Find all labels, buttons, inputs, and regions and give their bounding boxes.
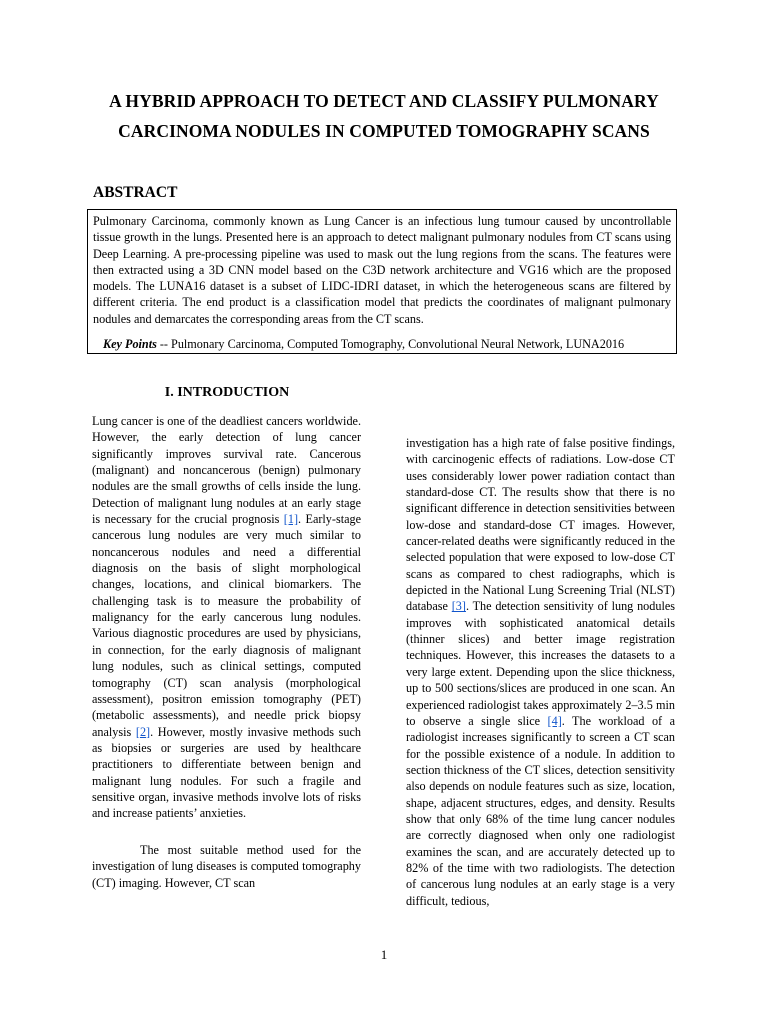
citation-link-4[interactable]: [4] (547, 713, 562, 728)
intro-paragraph-1 (92, 413, 361, 822)
key-points (93, 336, 671, 352)
abstract-text: Pulmonary Carcinoma, commonly known as Lung Cancer is an infectious lung tumour caused by uncontrollable tissue growth in the lungs. Presented here is an approach to detect malignant pulmonary nodules from CT scans using Deep Learning. A pre-processing pipeline was used to mask out the lung regions from the scans. The features were then extracted using a 3D CNN model based on the C3D network architecture and VG16 which are the proposed models. The LUNA16 dataset is a subset of LIDC-IDRI dataset, in which the heterogeneous scans are filtered by different criteria. The end product is a classification model that predicts the coordinates of malignant pulmonary nodules and demarcates the corresponding areas from the CT scans. (93, 214, 671, 326)
citation-link-2[interactable]: [2] (135, 724, 151, 739)
paper-title (60, 86, 708, 146)
key-points-text: -- Pulmonary Carcinoma, Computed Tomography, Convolutional Neural Network, LUNA2016 (156, 337, 625, 352)
intro-paragraph-2: The most suitable method used for the investigation of lung diseases is computed tomography (CT) imaging. However, CT scan (92, 843, 361, 890)
abstract-box (87, 209, 677, 354)
intro-right-text-c: . The workload of a radiologist increases significantly to screen a CT scan for the possible existence of a nodule. In addition to section thickness of the CT slices, detection sensitivity also depends on nodule features such as size, location, shape, adjacent structures, edges, and density. Results show that only 68% of the time lung cancer nodules are correctly diagnosed when only one radiologist examines the scan, and are accurately detected up to 82% of the time with two radiologists. The detection of cancerous lung nodules at an early stage is a very difficult, tedious, (406, 713, 675, 908)
key-points-label: Key Points (103, 337, 157, 352)
intro-p1-text-a: Lung cancer is one of the deadliest cancers worldwide. However, the early detection of lung cancer significantly improves survival rate. Cancerous (malignant) and noncancerous (benign) pulmonary nodules are the small growths of cells inside the lung. Detection of malignant lung nodules at an early stage is necessary for the crucial prognosis (92, 414, 361, 527)
introduction-heading: I. INTRODUCTION (164, 385, 290, 400)
intro-right-column (406, 435, 675, 909)
intro-p1-text-b: . Early-stage cancerous lung nodules are very much similar to noncancerous nodules and need a differential diagnosis on the basis of slight morphological changes, locations, and clinical biomarkers. The challenging task is to measure the probability of malignancy for the early cancerous lung nodules. Various diagnostic procedures are used by physicians, in connection, for the early diagnosis of malignant lung nodules, such as clinical settings, computed tomography (CT) scan analysis (morphological assessment), positron emission tomography (PET) (metabolic assessments), and needle prick biopsy analysis (92, 512, 361, 739)
abstract-heading: ABSTRACT (93, 184, 178, 201)
title-line-2: CARCINOMA NODULES IN COMPUTED TOMOGRAPHY SCANS (118, 121, 650, 141)
title-line-1: A HYBRID APPROACH TO DETECT AND CLASSIFY PULMONARY (109, 91, 659, 111)
intro-right-text-a: investigation has a high rate of false positive findings, with carcinogenic effects of radiations. Low-dose CT uses considerably lower power radiation contact than standard-dose CT. The results show that there is no significant difference in detection sensitivities between low-dose and standard-dose CT images. However, cancer-related deaths were significantly reduced in the selected population that were exposed to low-dose CT scans as compared to chest radiographs, which is depicted in the National Lung Screening Trial (NLST) database (406, 436, 675, 614)
citation-link-3[interactable]: [3] (451, 599, 466, 614)
citation-link-1[interactable]: [1] (283, 512, 299, 527)
intro-p1-text-c: . However, mostly invasive methods such as biopsies or surgeries are used by healthcare practitioners to differentiate between benign and malignant lung nodules. For such a fragile and sensitive organ, invasive methods involve lots of risks and increase patients’ anxieties. (92, 724, 361, 821)
intro-right-text-b: . The detection sensitivity of lung nodules improves with sophisticated anatomical details (thinner slices) and better image registration techniques. However, this increases the datasets to a very large extent. Depending upon the slice thickness, up to 500 sections/slices are produced in one scan. An experienced radiologist takes approximately 2–3.5 min to observe a single slice (406, 599, 675, 728)
page-number: 1 (380, 947, 388, 962)
